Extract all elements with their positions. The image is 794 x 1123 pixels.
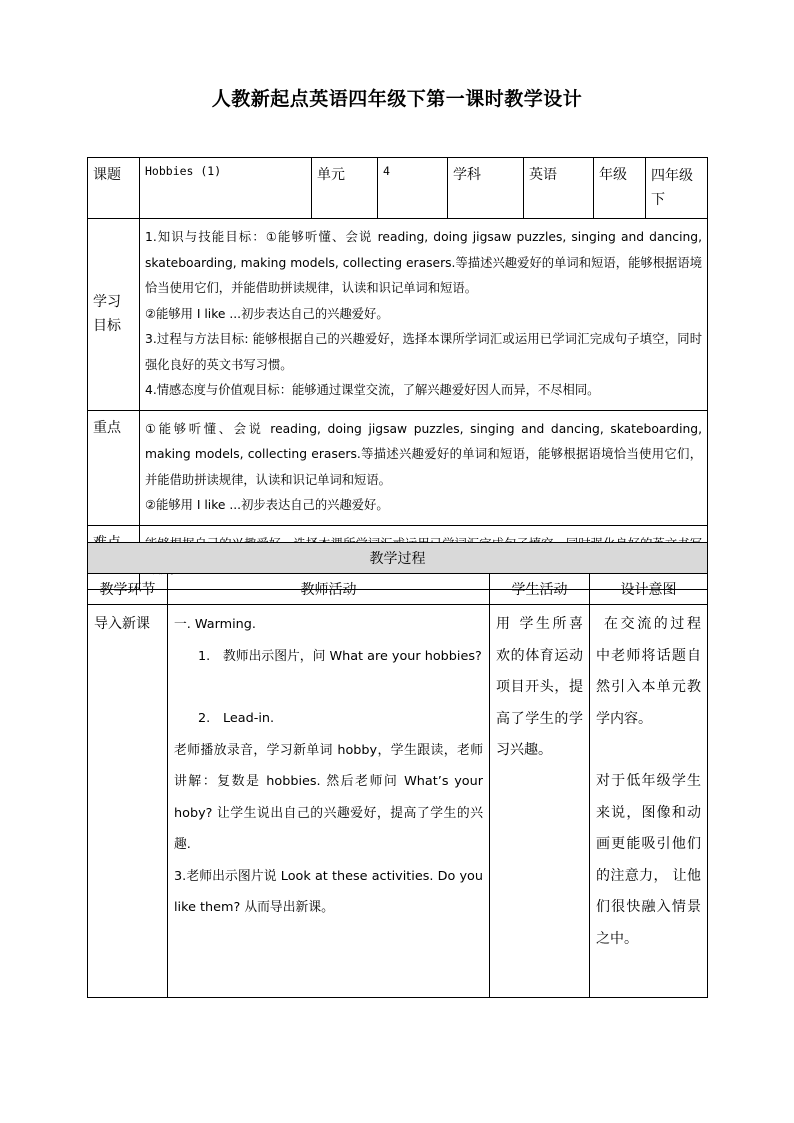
objectives-label: 学习目标 <box>88 219 140 411</box>
warming-heading: 一. Warming. <box>174 617 256 632</box>
teacher-step-2: 2. Lead-in. <box>198 711 275 726</box>
objective-line: 1.知识与技能目标：①能够听懂、会说 reading, doing jigsaw puzzles, singing and dancing, skateboarding, making models, collecting erasers.等描述兴趣爱好的单词和短语，能够根据语境恰当使用它们，并能借助拼读规律，认读和识记单词和短语。 <box>145 230 702 295</box>
student-activity-text: 用 学生所喜欢的体育运动项目开头，提高了学生的学习兴趣。 <box>496 616 583 758</box>
objective-line: ②能够用 I like ...初步表达自己的兴趣爱好。 <box>145 306 389 321</box>
subject-label: 学科 <box>448 158 524 219</box>
column-header: 教学环节 <box>88 574 168 605</box>
process-band-title: 教学过程 <box>88 543 708 574</box>
stage-name: 导入新课 <box>88 605 168 998</box>
purpose-text-1: 在交流的过程中老师将话题自然引入本单元教学内容。 <box>596 616 701 727</box>
objective-line: 4.情感态度与价值观目标：能够通过课堂交流，了解兴趣爱好因人而异，不尽相同。 <box>145 383 600 397</box>
unit-value: 4 <box>378 158 448 219</box>
teacher-step-1: 1. 教师出示图片，问 What are your hobbies? <box>198 648 482 664</box>
key-points-label: 重点 <box>88 410 140 525</box>
key-point-line: ②能够用 I like ...初步表达自己的兴趣爱好。 <box>145 498 389 512</box>
process-header-row <box>88 574 708 605</box>
subject-value: 英语 <box>524 158 594 219</box>
grade-label: 年级 <box>594 158 646 219</box>
info-row <box>88 158 708 219</box>
student-activity <box>490 605 590 998</box>
column-header: 教师活动 <box>168 574 490 605</box>
document-title: 人教新起点英语四年级下第一课时教学设计 <box>211 88 583 110</box>
objective-line: 3.过程与方法目标: 能够根据自己的兴趣爱好，选择本课所学词汇或运用已学词汇完成句子填空，同时强化良好的英文书写习惯。 <box>145 332 702 372</box>
process-row <box>88 605 708 998</box>
teacher-step-2-text: 老师播放录音，学习新单词 hobby，学生跟读，老师讲解：复数是 hobbies. 然后老师问 What’s your hoby? 让学生说出自己的兴趣爱好，提高了学生的兴趣. <box>174 742 483 852</box>
key-point-line: ①能够听懂、会说 reading, doing jigsaw puzzles, singing and dancing, skateboarding, making models, collecting erasers.等描述兴趣爱好的单词和短语，能够根据语境恰当使用它们，并能借助拼读规律，认读和识记单词和短语。 <box>145 421 702 487</box>
purpose-text-2: 对于低年级学生来说，图像和动画更能吸引他们的注意力， 让他们很快融入情景之中。 <box>596 773 701 947</box>
key-points-row <box>88 410 708 525</box>
topic-value: Hobbies (1) <box>140 158 312 219</box>
teacher-step-3: 3.老师出示图片说 Look at these activities. Do you like them? 从而导出新课。 <box>174 868 483 915</box>
column-header: 学生活动 <box>490 574 590 605</box>
teacher-activity <box>168 605 490 998</box>
topic-label: 课题 <box>88 158 140 219</box>
column-header: 设计意图 <box>590 574 708 605</box>
teaching-process-table <box>87 542 708 998</box>
design-purpose <box>590 605 708 998</box>
objectives-row <box>88 219 708 411</box>
grade-value: 四年级下 <box>646 158 708 219</box>
lesson-info-table <box>87 157 708 590</box>
unit-label: 单元 <box>312 158 378 219</box>
